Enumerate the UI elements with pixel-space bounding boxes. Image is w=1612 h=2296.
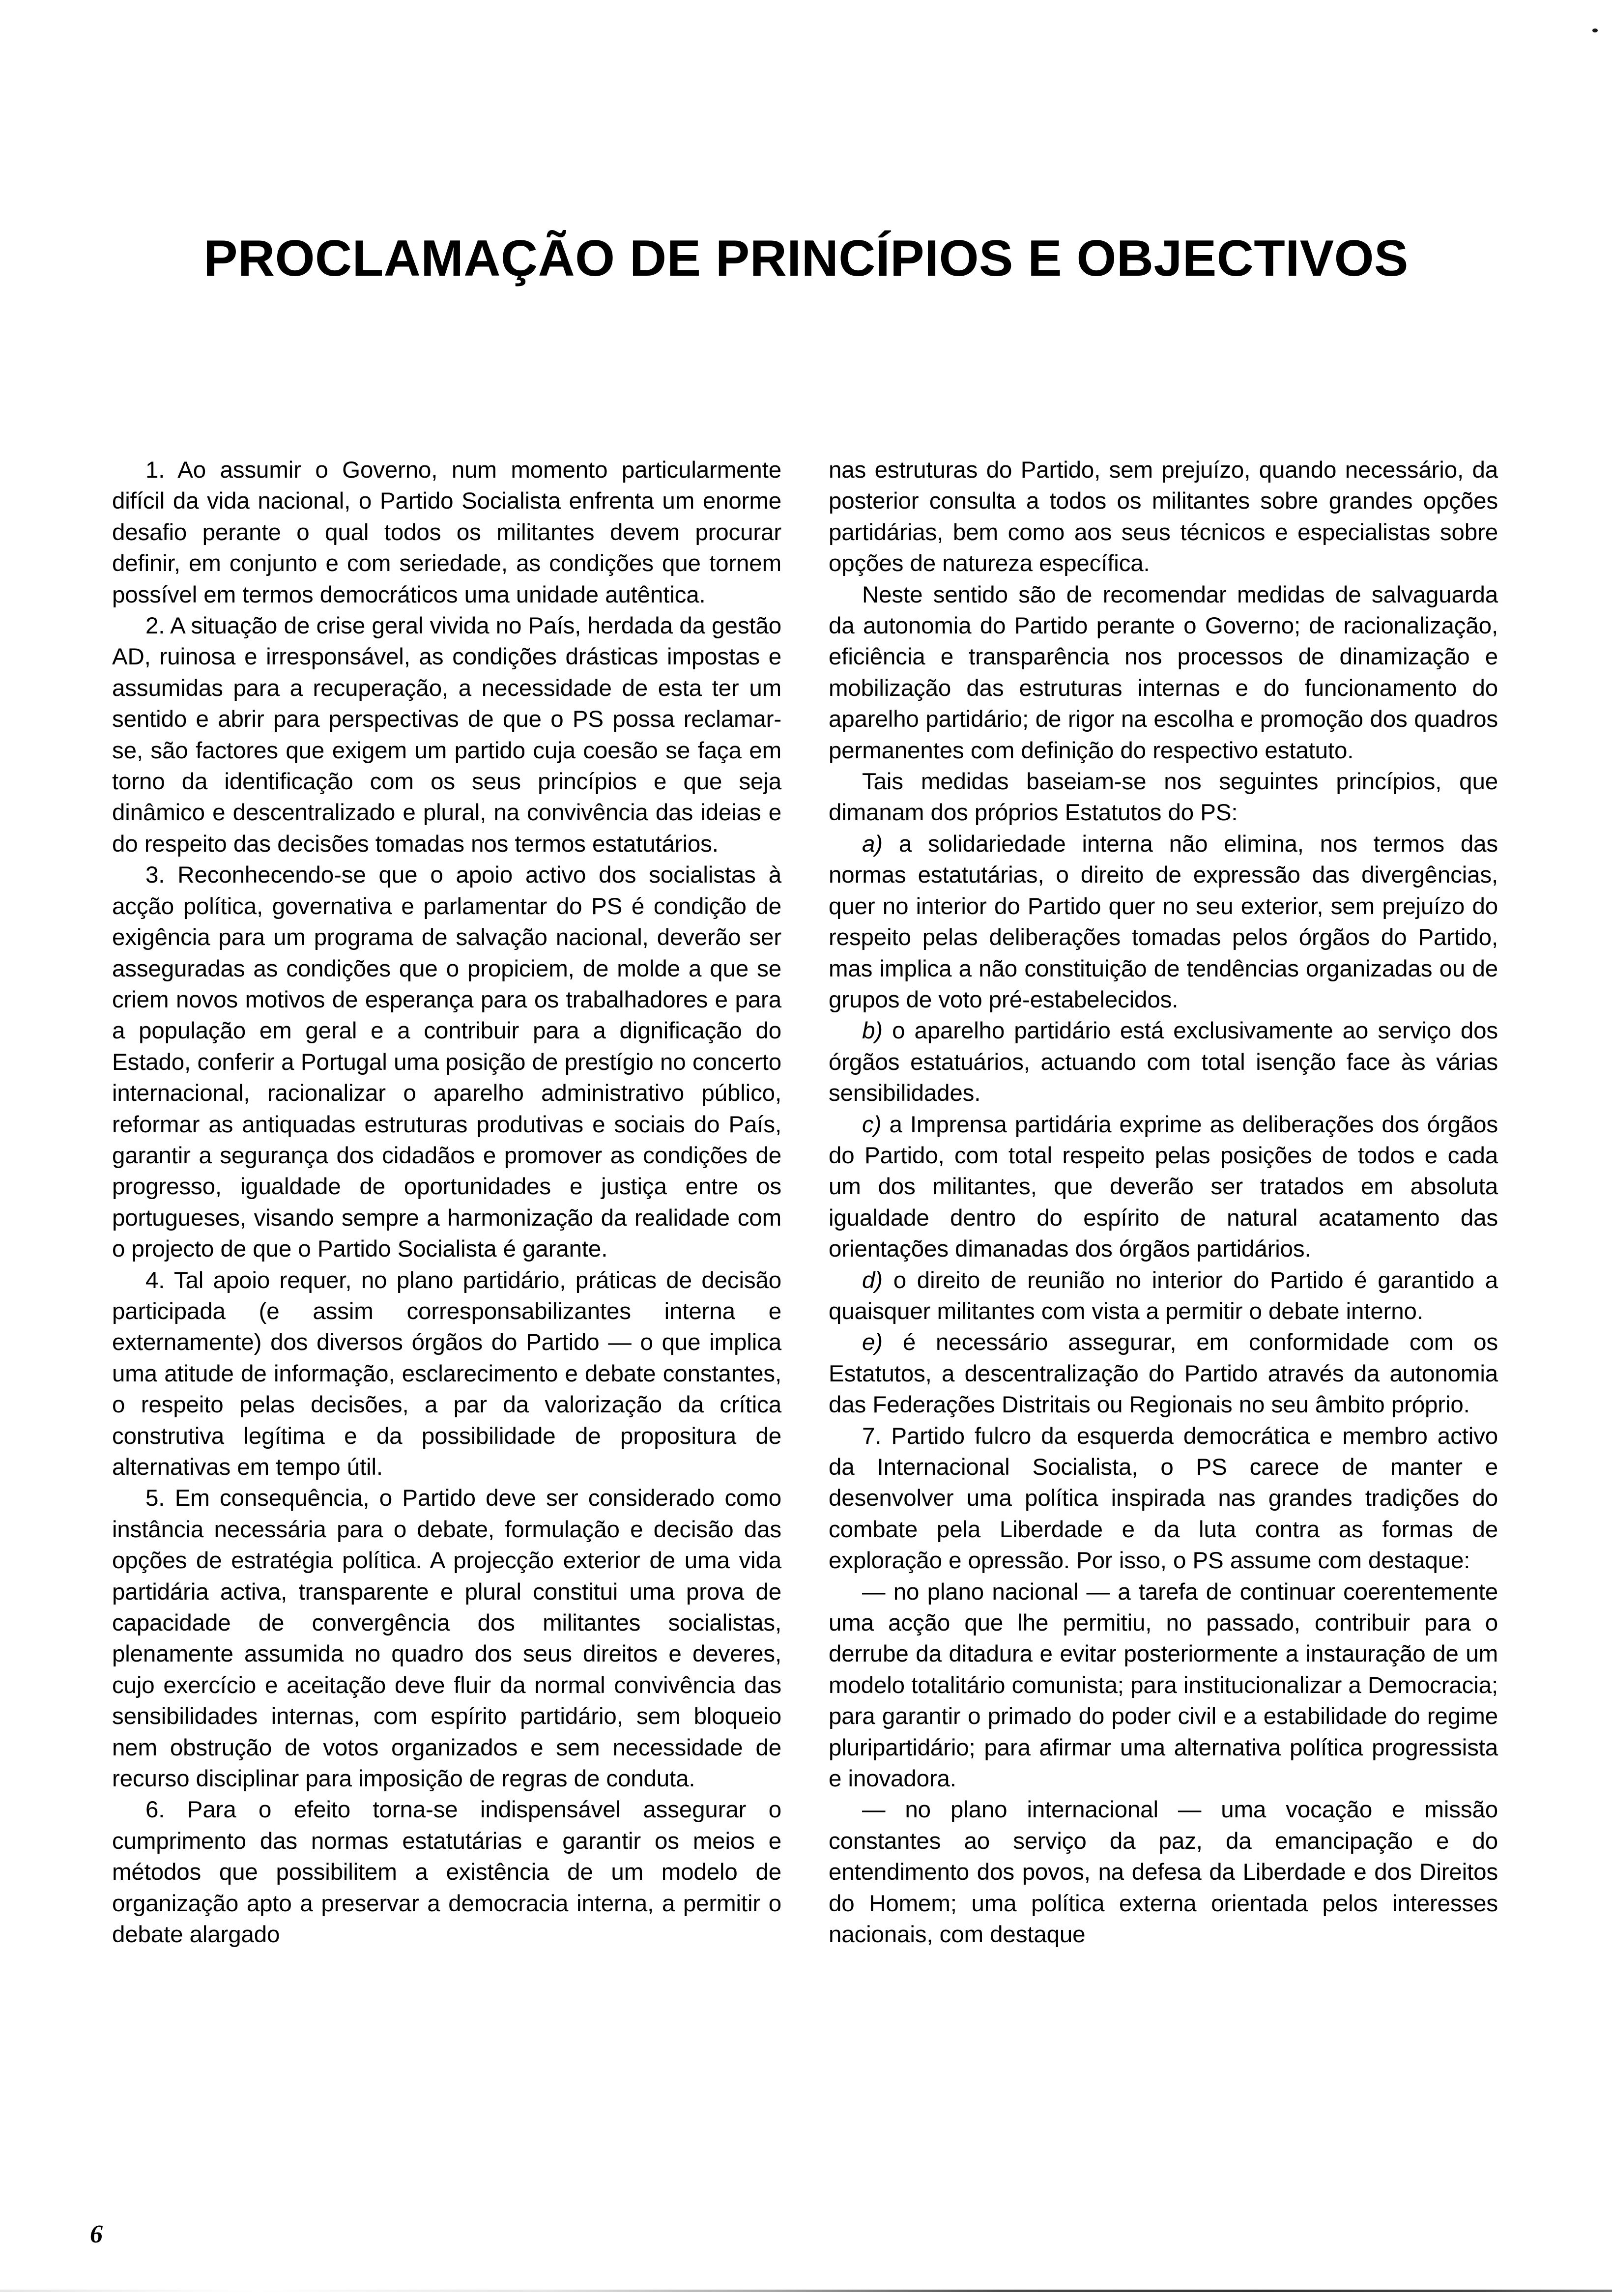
list-marker-b: b) (862, 1018, 883, 1044)
list-item-e (829, 1327, 1498, 1420)
paragraph-6: 6. Para o efeito torna-se indispensável assegurar o cumprimento das normas estatutárias e garantir os meios e métodos que possibilitem a existência de um modelo de organização apto a preservar a democracia interna, a permitir o debate alargado (112, 1797, 781, 1948)
paragraph-3: 3. Reconhecendo-se que o apoio activo dos socialistas à acção política, governativa e parlamentar do PS é condição de exigência para um programa de salvação nacional, deverão ser asseguradas as condições que o propiciem, de molde a que se criem novos motivos de esperança para os trabalhadores e para a população em geral e a contribuir para a dignificação do Estado, conferir a Portugal uma posição de prestígio no concerto internacional, racionalizar o aparelho administrativo público, reformar as antiquadas estruturas produtivas e sociais do País, garantir a segurança dos cidadãos e promover as condições de progresso, igualdade de oportunidades e justiça entre os portugueses, visando sempre a harmonização da realidade com o projecto de que o Partido Socialista é garante. (112, 862, 781, 1263)
list-marker-e: e) (862, 1329, 883, 1356)
paragraph-4: 4. Tal apoio requer, no plano partidário, práticas de decisão participada (e assim corresponsabilizantes interna e externamente) dos diversos órgãos do Partido — o que implica uma atitude de informação, esclarecimento e debate constantes, o respeito pelas decisões, a par da valorização da crítica construtiva legítima e da possibilidade de propositura de alternativas em tempo útil. (112, 1267, 781, 1480)
list-item-a-text: a solidariedade interna não elimina, nos termos das normas estatutárias, o direito de expressão das divergências, quer no interior do Partido quer no seu exterior, sem prejuízo do respeito pelas deliberações tomadas pelos órgãos do Partido, mas implica a não constituição de tendências organizadas ou de grupos de voto pré-estabelecidos. (829, 831, 1498, 1013)
list-item-c-text: a Imprensa partidária exprime as deliberações dos órgãos do Partido, com total respeito pelas posições de todos e cada um dos militantes, que deverão ser tratados em absoluta igualdade dentro do espírito de natural acatamento das orientações dimanadas dos órgãos partidários. (829, 1111, 1498, 1263)
paragraph-tais-medidas: Tais medidas baseiam-se nos seguintes princípios, que dimanam dos próprios Estatutos do PS: (829, 769, 1498, 826)
list-marker-c: c) (862, 1111, 882, 1138)
page-title: PROCLAMAÇÃO DE PRINCÍPIOS E OBJECTIVOS (203, 230, 1409, 287)
scan-bottom-edge (0, 2290, 1612, 2292)
dash-item-internacional: — no plano internacional — uma vocação e missão constantes ao serviço da paz, da emancipação e do entendimento dos povos, na defesa da Liberdade e dos Direitos do Homem; uma política externa orientada pelos interesses nacionais, com destaque (829, 1797, 1498, 1948)
list-marker-a: a) (862, 831, 883, 857)
paragraph-7: 7. Partido fulcro da esquerda democrática e membro activo da Internacional Socialista, o PS carece de manter e desenvolver uma política inspirada nas grandes tradições do combate pela Liberdade e da luta contra as formas de exploração e opressão. Por isso, o PS assume com destaque: (829, 1423, 1498, 1574)
paragraph-6-continued: nas estruturas do Partido, sem prejuízo, quando necessário, da posterior consulta a todos os militantes sobre grandes opções partidárias, bem como aos seus técnicos e especialistas sobre opções de natureza específica. (829, 457, 1498, 577)
page-number-marker: 6 (90, 2220, 103, 2248)
paragraph-2: 2. A situação de crise geral vivida no País, herdada da gestão AD, ruinosa e irresponsável, as condições drásticas impostas e assumidas para a recuperação, a necessidade de esta ter um sentido e abrir para perspectivas de que o PS possa reclamar-se, são factores que exigem um partido cuja coesão se faça em torno da identificação com os seus princípios e que seja dinâmico e descentralizado e plural, na convivência das ideias e do respeito das decisões tomadas nos termos estatutários. (112, 613, 781, 857)
list-item-d-text: o direito de reunião no interior do Partido é garantido a quaisquer militantes com vista a permitir o debate interno. (829, 1267, 1498, 1324)
list-item-d (829, 1265, 1498, 1327)
list-item-e-text: é necessário assegurar, em conformidade com os Estatutos, a descentralização do Partido através da autonomia das Federações Distritais ou Regionais no seu âmbito próprio. (829, 1329, 1498, 1418)
list-item-b (829, 1015, 1498, 1109)
left-column (112, 455, 781, 1951)
list-item-c (829, 1109, 1498, 1265)
list-marker-d: d) (862, 1267, 883, 1293)
dash-item-nacional: — no plano nacional — a tarefa de continuar coerentemente uma acção que lhe permitiu, no passado, contribuir para o derrube da ditadura e evitar posteriormente a instauração de um modelo totalitário comunista; para institucionalizar a Democracia; para garantir o primado do poder civil e a estabilidade do regime pluripartidário; para afirmar uma alternativa política progressista e inovadora. (829, 1578, 1498, 1792)
paragraph-neste-sentido: Neste sentido são de recomendar medidas de salvaguarda da autonomia do Partido perante o Governo; de racionalização, eficiência e transparência nos processos de dinamização e mobilização das estruturas internas e do funcionamento do aparelho partidário; de rigor na escolha e promoção dos quadros permanentes com definição do respectivo estatuto. (829, 581, 1498, 764)
paragraph-5: 5. Em consequência, o Partido deve ser considerado como instância necessária para o debate, formulação e decisão das opções de estratégia política. A projecção exterior de uma vida partidária activa, transparente e plural constitui uma prova de capacidade de convergência dos militantes socialistas, plenamente assumida no quadro dos seus direitos e deveres, cujo exercício e aceitação deve fluir da normal convivência das sensibilidades internas, com espírito partidário, sem bloqueio nem obstrução de votos organizados e sem necessidade de recurso disciplinar para imposição de regras de conduta. (112, 1485, 781, 1792)
two-column-body (112, 455, 1498, 1951)
scan-speck-icon (1592, 29, 1598, 32)
list-item-b-text: o aparelho partidário está exclusivamente ao serviço dos órgãos estatuários, actuando com total isenção face às várias sensibilidades. (829, 1018, 1498, 1107)
paragraph-1: 1. Ao assumir o Governo, num momento particularmente difícil da vida nacional, o Partido Socialista enfrenta um enorme desafio perante o qual todos os militantes devem procurar definir, em conjunto e com seriedade, as condições que tornem possível em termos democráticos uma unidade autêntica. (112, 457, 781, 608)
list-item-a (829, 829, 1498, 1015)
right-column (829, 455, 1498, 1951)
